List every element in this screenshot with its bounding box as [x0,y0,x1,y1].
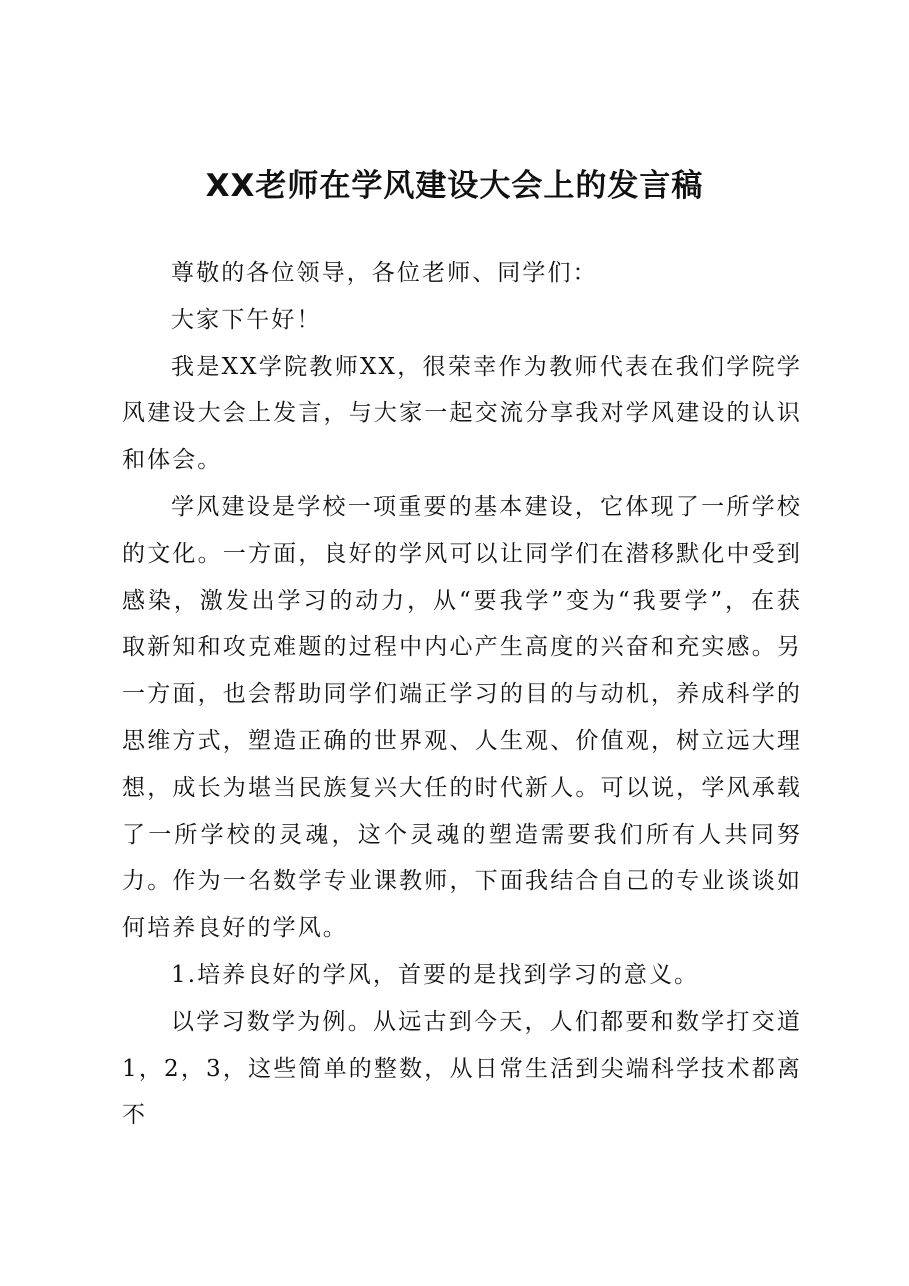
paragraph-greeting: 大家下午好！ [171,306,322,333]
paragraph-salutation: 尊敬的各位领导，各位老师、同学们： [171,260,598,286]
paragraph-math-example: 以学习数学为例。从远古到今天，人们都要和数学打交道1，2，3，这些简单的整数，从日常生活到尖端科学技术都离不 [122,1008,802,1129]
document-body [122,250,802,1139]
paragraph-introduction: 我是XX学院教师XX，很荣幸作为教师代表在我们学院学风建设大会上发言，与大家一起交流分享我对学风建设的认识和体会。 [122,353,802,474]
paragraph-study-style: 学风建设是学校一项重要的基本建设，它体现了一所学校的文化。一方面，良好的学风可以让同学们在潜移默化中受到感染，激发出学习的动力，从“要我学”变为“我要学”，在获取新知和攻克难题的过程中内心产生高度的兴奋和充实感。另一方面，也会帮助同学们端正学习的目的与动机，养成科学的思维方式，塑造正确的世界观、人生观、价值观，树立远大理想，成长为堪当民族复兴大任的时代新人。可以说，学风承载了一所学校的灵魂，这个灵魂的塑造需要我们所有人共同努力。作为一名数学专业课教师，下面我结合自己的专业谈谈如何培养良好的学风。 [122,493,802,942]
document-title: XX老师在学风建设大会上的发言稿 [205,168,704,204]
paragraph-point-one: 1.培养良好的学风，首要的是找到学习的意义。 [171,961,700,988]
